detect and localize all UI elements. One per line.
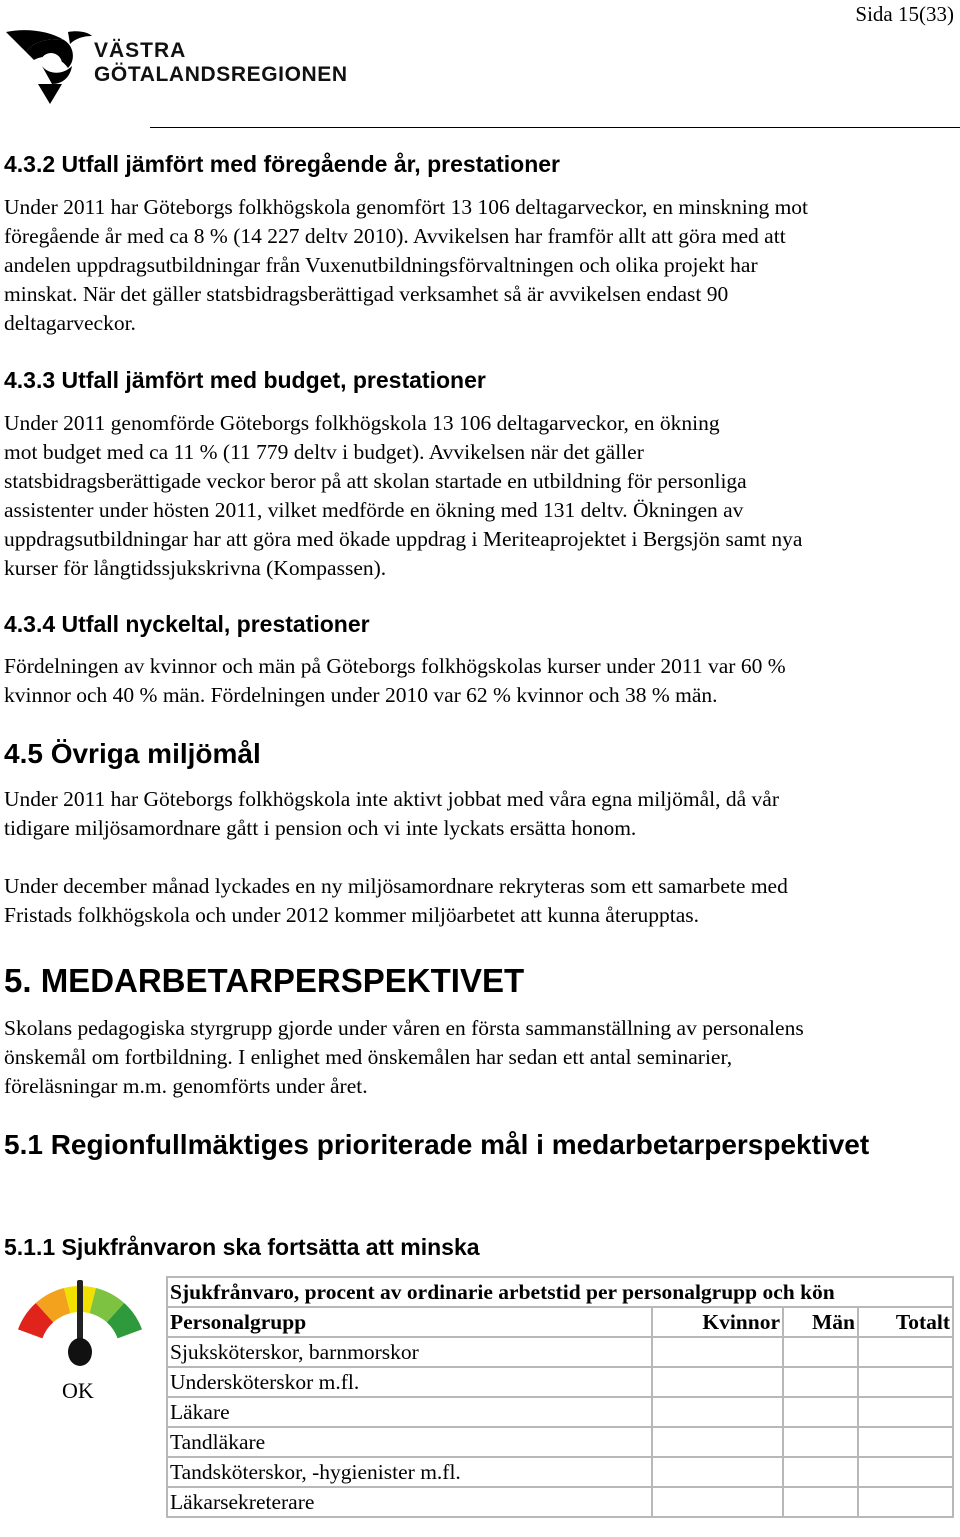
column-header: Män	[783, 1307, 858, 1337]
text-line: kurser för långtidssjukskrivna (Kompassen).	[4, 556, 387, 580]
heading-5: 5. MEDARBETARPERSPEKTIVET	[4, 962, 525, 999]
table-row	[167, 1487, 953, 1517]
table-cell	[783, 1427, 858, 1457]
table-title: Sjukfrånvaro, procent av ordinarie arbetstid per personalgrupp och kön	[167, 1277, 953, 1307]
table-row	[167, 1337, 953, 1367]
table-cell	[652, 1487, 783, 1517]
table-cell	[652, 1397, 783, 1427]
text-line: minskat. När det gäller statsbidragsberättigad verksamhet så är avvikelsen endast 90	[4, 282, 729, 306]
text-line: föregående år med ca 8 % (14 227 deltv 2010). Avvikelsen har framför allt att göra med att	[4, 224, 786, 248]
table-row	[167, 1427, 953, 1457]
table-cell	[858, 1397, 953, 1427]
vgr-logo	[4, 26, 404, 108]
table-cell	[783, 1337, 858, 1367]
column-header: Personalgrupp	[167, 1307, 652, 1337]
heading-4-3-4: 4.3.4 Utfall nyckeltal, prestationer	[4, 611, 370, 637]
table-cell: Läkare	[167, 1397, 652, 1427]
text-line: mot budget med ca 11 % (11 779 deltv i budget). Avvikelsen när det gäller	[4, 440, 644, 464]
text-line: önskemål om fortbildning. I enlighet med önskemålen har sedan ett antal seminarier,	[4, 1045, 733, 1069]
sick-leave-table	[166, 1276, 954, 1518]
text-line: assistenter under hösten 2011, vilket medförde en ökning med 131 deltv. Ökningen av	[4, 498, 744, 522]
table-cell	[783, 1367, 858, 1397]
text-line: uppdragsutbildningar har att göra med ökade uppdrag i Meriteaprojektet i Bergsjön samt nya	[4, 527, 803, 551]
table-cell	[783, 1397, 858, 1427]
table-cell: Tandsköterskor, -hygienister m.fl.	[167, 1457, 652, 1487]
header-divider	[150, 127, 960, 128]
table-header-row	[167, 1307, 953, 1337]
text-line: kvinnor och 40 % män. Fördelningen under 2010 var 62 % kvinnor och 38 % män.	[4, 683, 718, 707]
text-line: Fristads folkhögskola och under 2012 kommer miljöarbetet att kunna återupptas.	[4, 903, 700, 927]
paragraph-4-5-1	[4, 785, 954, 843]
table-cell	[783, 1457, 858, 1487]
page-number: Sida 15(33)	[855, 2, 954, 26]
table-row	[167, 1397, 953, 1427]
table-cell	[858, 1487, 953, 1517]
table-row	[167, 1457, 953, 1487]
text-line: Under december månad lyckades en ny miljösamordnare rekryteras som ett samarbete med	[4, 874, 788, 898]
heading-5-1: 5.1 Regionfullmäktiges prioriterade mål i medarbetarperspektivet	[4, 1129, 870, 1160]
table-cell: Sjuksköterskor, barnmorskor	[167, 1337, 652, 1367]
text-line: Under 2011 genomförde Göteborgs folkhögskola 13 106 deltagarveckor, en ökning	[4, 411, 720, 435]
heading-4-3-3: 4.3.3 Utfall jämfört med budget, prestationer	[4, 367, 486, 393]
table-cell	[652, 1427, 783, 1457]
heading-4-3-2: 4.3.2 Utfall jämfört med föregående år, prestationer	[4, 151, 560, 177]
paragraph-5	[4, 1014, 954, 1101]
table-cell: Undersköterskor m.fl.	[167, 1367, 652, 1397]
text-line: föreläsningar m.m. genomförts under året.	[4, 1074, 368, 1098]
table-cell	[858, 1427, 953, 1457]
paragraph-4-3-3	[4, 409, 954, 583]
heading-4-5: 4.5 Övriga miljömål	[4, 738, 261, 769]
text-line: andelen uppdragsutbildningar från Vuxenutbildningsförvaltningen och olika projekt har	[4, 253, 758, 277]
text-line: Fördelningen av kvinnor och män på Göteborgs folkhögskolas kurser under 2011 var 60 %	[4, 654, 786, 678]
table-cell	[858, 1457, 953, 1487]
table-cell: Läkarsekreterare	[167, 1487, 652, 1517]
table-cell	[858, 1337, 953, 1367]
text-line: deltagarveckor.	[4, 311, 136, 335]
text-line: statsbidragsberättigade veckor beror på att skolan startade en utbildning för personliga	[4, 469, 747, 493]
logo-line-2: GÖTALANDSREGIONEN	[94, 63, 348, 86]
table-cell	[652, 1457, 783, 1487]
column-header: Totalt	[858, 1307, 953, 1337]
paragraph-4-5-2	[4, 872, 954, 930]
gauge-status-label: OK	[62, 1378, 94, 1403]
text-line: Under 2011 har Göteborgs folkhögskola genomfört 13 106 deltagarveckor, en minskning mot	[4, 195, 809, 219]
paragraph-4-3-4	[4, 652, 954, 710]
table-cell: Tandläkare	[167, 1427, 652, 1457]
table-cell	[858, 1367, 953, 1397]
table-row	[167, 1367, 953, 1397]
paragraph-4-3-2	[4, 193, 954, 338]
table-title-row	[167, 1277, 953, 1307]
table-cell	[652, 1367, 783, 1397]
heading-5-1-1: 5.1.1 Sjukfrånvaron ska fortsätta att minska	[4, 1234, 480, 1260]
table-cell	[652, 1337, 783, 1367]
text-line: Skolans pedagogiska styrgrupp gjorde under våren en första sammanställning av personalens	[4, 1016, 804, 1040]
vgr-emblem-icon	[4, 26, 94, 108]
table-cell	[783, 1487, 858, 1517]
column-header: Kvinnor	[652, 1307, 783, 1337]
text-line: tidigare miljösamordnare gått i pension och vi inte lyckats ersätta honom.	[4, 816, 637, 840]
text-line: Under 2011 har Göteborgs folkhögskola inte aktivt jobbat med våra egna miljömål, då vår	[4, 787, 779, 811]
logo-line-1: VÄSTRA	[94, 39, 187, 62]
